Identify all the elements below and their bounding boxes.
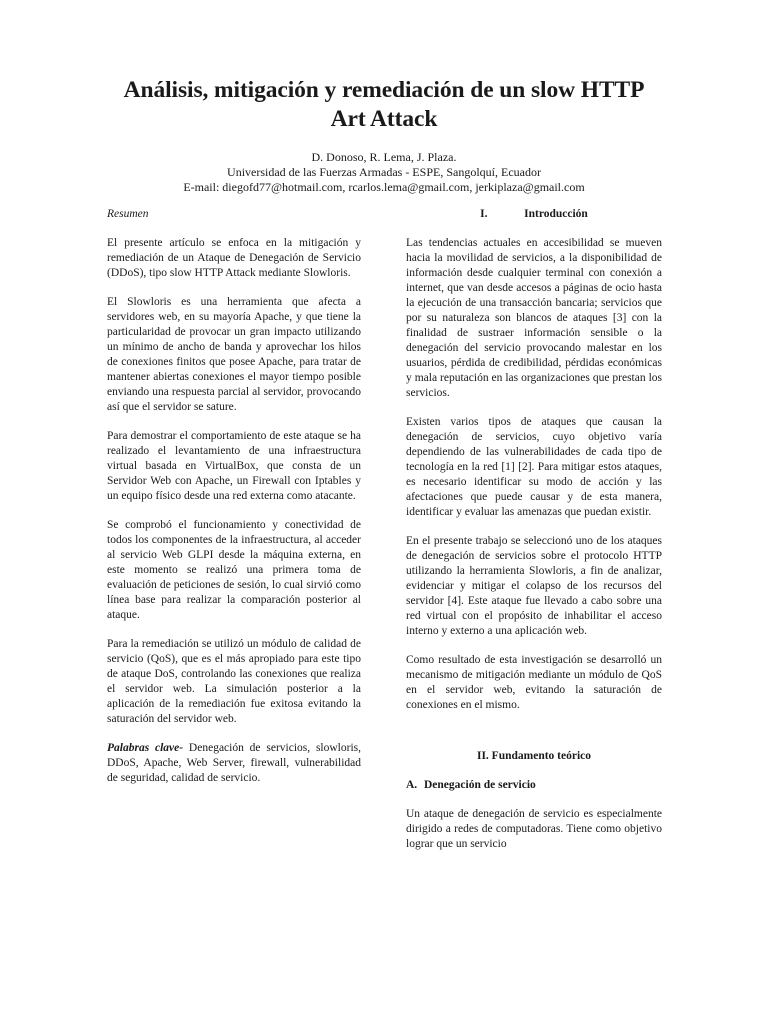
section-spacer <box>406 727 662 749</box>
paper-title-line-1: Análisis, mitigación y remediación de un slow HTTP <box>123 77 645 103</box>
body-paragraph: Existen varios tipos de ataques que causan la denegación de servicios, cuyo objetivo varía dependiendo de las vulnerabilidades de cada tipo de tecnología en la red [1] [2]. Para mitigar estos ataques, es necesario identificar su modo de acción y las afectaciones que puede causar y de esta manera, identificar y evaluar las amenazas que puedan existir. <box>406 416 662 518</box>
paper-title <box>60 76 708 134</box>
body-paragraph: En el presente trabajo se seleccionó uno de los ataques de denegación de servicios sobre el protocolo HTTP utilizando la herramienta Slowloris, a fin de analizar, evidenciar y mitigar el colapso de los recursos del servidor [4]. Este ataque fue llevado a cabo sobre una red virtual con el propósito de inhabilitar el acceso interno y externo a una aplicación web. <box>406 535 662 637</box>
abstract-paragraph: El Slowloris es una herramienta que afecta a servidores web, en su mayoría Apache, y que tiene la particularidad de provocar un gran impacto utilizando un mínimo de ancho de banda y aprovechar los hilos de conexiones finitos que posee Apache, para tratar de mantener abiertas conexiones el mayor tiempo posible enviando una respuesta parcial al servidor, provocando así que el servidor se sature. <box>107 296 361 413</box>
abstract-paragraph: Se comprobó el funcionamiento y conectividad de todos los componentes de la infraestructura, al acceder al servicio Web GLPI desde la máquina externa, en este momento se realizó una primera toma de evaluación de peticiones de sesión, lo cual sirvió como línea base para realizar la comparación posterior al ataque. <box>107 519 361 621</box>
author-emails: E-mail: diegofd77@hotmail.com, rcarlos.lema@gmail.com, jerkiplaza@gmail.com <box>183 180 585 194</box>
author-names: D. Donoso, R. Lema, J. Plaza. <box>311 150 457 164</box>
paper-title-line-2: Art Attack <box>330 106 438 132</box>
section-title: II. Fundamento teórico <box>476 750 592 762</box>
abstract-paragraph: Para la remediación se utilizó un módulo de calidad de servicio (QoS), que es el más apropiado para este tipo de ataque DoS, controlando las conexiones que realiza el servidor web. La simulación posterior a la aplicación de la remediación fue exitosa evitando la saturación del servidor web. <box>107 638 361 725</box>
author-affiliation: Universidad de las Fuerzas Armadas - ESPE, Sangolquí, Ecuador <box>227 165 541 179</box>
keywords-text: Denegación de servicios, slowloris, DDoS, Apache, Web Server, firewall, vulnerabilidad de seguridad, calidad de servicio. <box>107 742 361 784</box>
section-heading-introduction <box>406 207 662 222</box>
abstract-paragraph: El presente artículo se enfoca en la mitigación y remediación de un Ataque de Denegación de Servicio (DDoS), tipo slow HTTP Attack mediante Slowloris. <box>107 237 361 279</box>
author-block <box>60 150 708 195</box>
right-column <box>406 207 662 866</box>
subsection-title: Denegación de servicio <box>424 779 536 791</box>
section-number: I. <box>480 208 488 220</box>
section-heading-fundamento <box>406 749 662 764</box>
subsection-number: A. <box>406 779 418 791</box>
abstract-heading: Resumen <box>107 208 149 220</box>
body-paragraph: Las tendencias actuales en accesibilidad se mueven hacia la movilidad de servicios, a la disponibilidad de información desde cualquier terminal con conexión a internet, que van desde accesos a páginas de ocio hasta la ejecución de una transacción bancaria; servicios que por su naturaleza son blancos de ataques [3] con la finalidad de sustraer información sensible o la denegación del servicio provocando malestar en los usuarios, pérdida de credibilidad, pérdidas económicas y mala reputación en las organizaciones que prestan los servicios. <box>406 237 662 399</box>
body-paragraph: Un ataque de denegación de servicio es especialmente dirigido a redes de computadoras. Tiene como objetivo lograr que un servicio <box>406 808 662 850</box>
keywords-label: Palabras clave- <box>107 742 184 754</box>
keywords-paragraph <box>107 741 361 786</box>
left-column <box>107 207 361 800</box>
abstract-paragraph: Para demostrar el comportamiento de este ataque se ha realizado el levantamiento de una infraestructura virtual basada en VirtualBox, que consta de un Servidor Web con Apache, un Firewall con Iptables y un equipo físico desde una red externa como atacante. <box>107 430 361 502</box>
section-title: Introducción <box>524 208 588 220</box>
body-paragraph: Como resultado de esta investigación se desarrolló un mecanismo de mitigación mediante un módulo de QoS en el servidor web, evitando la saturación de conexiones en el mismo. <box>406 654 662 711</box>
subsection-heading <box>406 778 662 793</box>
